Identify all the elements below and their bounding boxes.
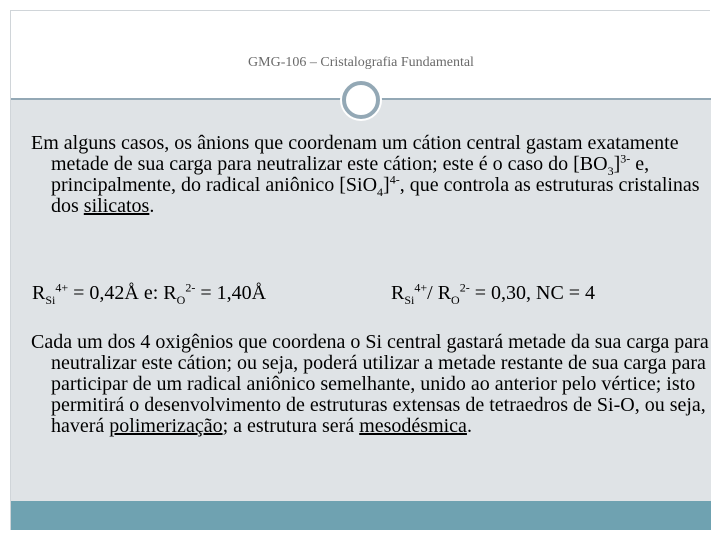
term-silicatos: silicatos — [83, 195, 150, 217]
ring-ornament-icon — [342, 81, 380, 119]
formula-ratio: $R_{Si}^{4+}/$ $R_O^{2-} = 0,30$, NC = 4 — [391, 280, 596, 307]
paragraph-1: Em alguns casos, os ânions que coordenam um cátion central gastam exatamente metade de sua carga para neutralizar este cátion; este é o caso do $[BO_3]^{3-}$ e, principalmente, do radical aniônico $[SiO_4]^{4-}$, que controla as estruturas cristalinas dos silicatos. — [31, 132, 700, 217]
term-mesodesmica: mesodésmica — [359, 415, 467, 437]
term-polimerizacao: polimerização — [109, 415, 223, 437]
header-title: GMG-106 – Cristalografia Fundamental — [248, 55, 474, 70]
paragraph-2: Cada um dos 4 oxigênios que coordena o Si central gastará metade da sua carga para neutralizar este cátion; ou seja, poderá utilizar a metade restante de sua carga para participar de um radical aniônico semelhante, unido ao anterior pelo vértice; isto permitirá o desenvolvimento de estruturas extensas de tetraedros de Si-O, ou seja, haverá polimerização; a estrutura será mesodésmica. — [31, 331, 709, 437]
formula-radii: $R_{Si}^{4+}$ = 0,42Å e: $R_O^{2-}$ = 1,40Å — [32, 280, 267, 307]
footer-bar — [11, 501, 711, 530]
slide — [10, 10, 710, 530]
